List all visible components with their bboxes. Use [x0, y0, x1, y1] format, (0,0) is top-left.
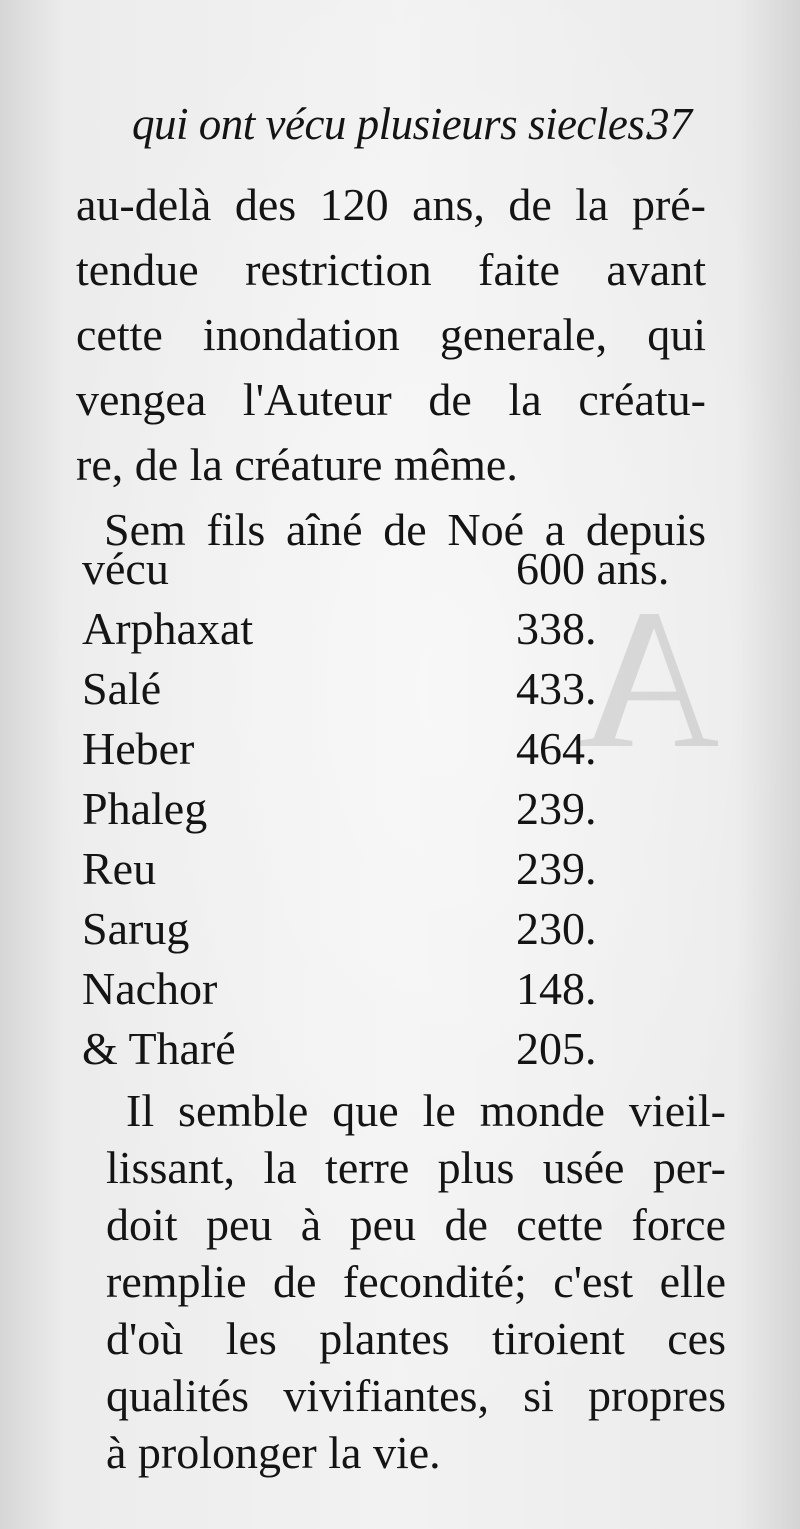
list-item: [76, 722, 716, 782]
patriarch-name: Reu: [82, 843, 157, 894]
patriarch-age: 239.: [516, 843, 597, 894]
patriarch-name: Sarug: [82, 903, 190, 954]
patriarch-name: Nachor: [82, 963, 218, 1014]
patriarch-name: Phaleg: [82, 783, 208, 834]
list-item: [76, 842, 716, 902]
text-line: lissant, la terre plus usée per-: [106, 1142, 726, 1193]
patriarch-name: vécu: [82, 543, 169, 594]
page-header: [112, 98, 712, 158]
patriarch-age: 148.: [516, 963, 597, 1014]
text-line: doit peu à peu de cette force: [106, 1199, 726, 1250]
show-through-text: A: [575, 569, 720, 790]
text-line: vengea l'Auteur de la créatu-: [76, 374, 706, 425]
paragraph-2: [106, 1082, 726, 1481]
list-item: [76, 962, 716, 1022]
patriarch-age: 230.: [516, 903, 597, 954]
patriarch-name: & Tharé: [82, 1023, 236, 1074]
patriarch-name: Arphaxat: [82, 603, 254, 654]
list-item: [76, 1022, 716, 1082]
text-line: d'où les plantes tiroient ces: [106, 1313, 726, 1364]
patriarch-age: 433.: [516, 663, 597, 714]
text-line: Il semble que le monde vieil-: [126, 1085, 726, 1136]
patriarch-ages-list: [76, 542, 716, 1082]
patriarch-age: 205.: [516, 1023, 597, 1074]
list-item: [76, 782, 716, 842]
text-line: cette inondation generale, qui: [76, 309, 706, 360]
text-line: qualités vivifiantes, si propres: [106, 1370, 726, 1421]
text-line: Sem fils aîné de Noé a depuis: [104, 504, 706, 555]
list-item: [76, 602, 716, 662]
patriarch-name: Salé: [82, 663, 162, 714]
page-number: 37: [647, 99, 692, 149]
text-line: à prolonger la vie.: [106, 1427, 441, 1478]
text-line: remplie de fecondité; c'est elle: [106, 1256, 726, 1307]
running-title: qui ont vécu plusieurs siecles.: [132, 99, 656, 149]
list-item: [76, 662, 716, 722]
paragraph-1: [76, 172, 706, 562]
patriarch-age: 239.: [516, 783, 597, 834]
list-item: [76, 902, 716, 962]
text-line: au-delà des 120 ans, de la pré-: [76, 179, 706, 230]
patriarch-name: Heber: [82, 723, 195, 774]
patriarch-age: 600 ans.: [516, 543, 670, 594]
patriarch-age: 338.: [516, 603, 597, 654]
list-item: [76, 542, 716, 602]
text-line: tendue restriction faite avant: [76, 244, 706, 295]
patriarch-age: 464.: [516, 723, 597, 774]
text-line: re, de la créature même.: [76, 439, 518, 490]
